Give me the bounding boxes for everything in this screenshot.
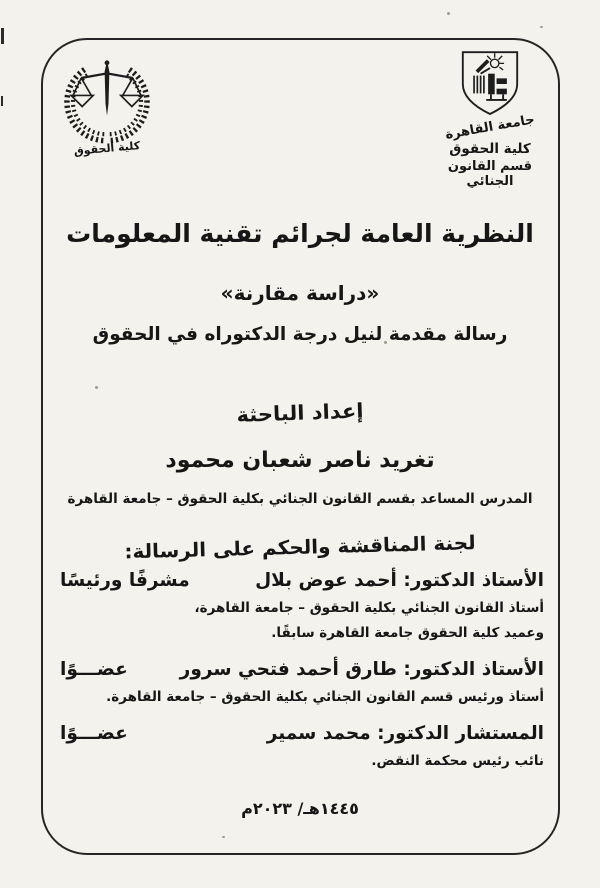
- committee-member-detail-line: نائب رئيس محكمة النقض.: [371, 753, 544, 769]
- author-name: تغريد ناصر شعبان محمود: [165, 448, 435, 473]
- committee-member-detail-line: وعميد كلية الحقوق جامعة القاهرة سابقًا.: [271, 625, 544, 641]
- committee-member-header: [60, 723, 544, 744]
- committee-member-name: المستشار الدكتور: محمد سمير: [266, 723, 544, 744]
- university-name-calligraphy: جامعة القاهرة: [444, 112, 536, 143]
- committee-member-header: [60, 570, 544, 591]
- scan-edge-mark: [1, 28, 4, 44]
- committee-member-role: عضـــوًا: [60, 723, 128, 744]
- committee-member-details: [60, 749, 544, 774]
- committee-member-role: عضـــوًا: [60, 659, 128, 680]
- committee-member: [60, 659, 544, 710]
- committee-member: [60, 723, 544, 774]
- committee-member-name: الأستاذ الدكتور: طارق أحمد فتحي سرور: [179, 659, 544, 680]
- left-emblem-caption: كلية الحقوق: [73, 139, 141, 158]
- author-title: المدرس المساعد بقسم القانون الجنائي بكلية الحقوق – جامعة القاهرة: [67, 491, 533, 507]
- prepared-by-label: إعداد الباحثة: [236, 399, 364, 427]
- cairo-university-emblem: [425, 50, 555, 189]
- faculty-name: كلية الحقوق: [449, 141, 531, 157]
- scales-of-justice-wreath-icon: [61, 52, 153, 150]
- committee-member-details: [60, 685, 544, 710]
- committee-member: [60, 570, 544, 646]
- faculty-of-law-emblem: [58, 52, 156, 158]
- scan-speck: [447, 12, 450, 15]
- hijri-gregorian-date: ١٤٤٥هـ/ ٢٠٢٣م: [241, 799, 359, 818]
- committee-member-role: مشرفًا ورئيسًا: [60, 570, 190, 591]
- department-name: قسم القانون الجنائي: [447, 159, 533, 189]
- committee-member-detail-line: أستاذ القانون الجنائي بكلية الحقوق – جامعة القاهرة،: [194, 600, 544, 616]
- scan-speck: [95, 386, 98, 389]
- committee-member-name: الأستاذ الدكتور: أحمد عوض بلال: [255, 570, 544, 591]
- thesis-title: النظرية العامة لجرائم تقنية المعلومات: [66, 219, 534, 248]
- committee-member-details: [60, 596, 544, 646]
- cairo-university-scribe-shield-icon: [460, 50, 520, 118]
- committee-list: [60, 570, 544, 774]
- thesis-degree-line: رسالة مقدمة لنيل درجة الدكتوراه في الحقوق: [92, 324, 508, 345]
- committee-heading: لجنة المناقشة والحكم على الرسالة:: [124, 530, 476, 564]
- committee-member-detail-line: أستاذ ورئيس قسم القانون الجنائي بكلية الحقوق – جامعة القاهرة.: [106, 689, 544, 705]
- thesis-subtitle: «دراسة مقارنة»: [220, 281, 380, 305]
- scan-speck: [222, 836, 225, 838]
- committee-member-header: [60, 659, 544, 680]
- scan-edge-mark: [1, 96, 3, 106]
- scan-speck: [540, 26, 543, 28]
